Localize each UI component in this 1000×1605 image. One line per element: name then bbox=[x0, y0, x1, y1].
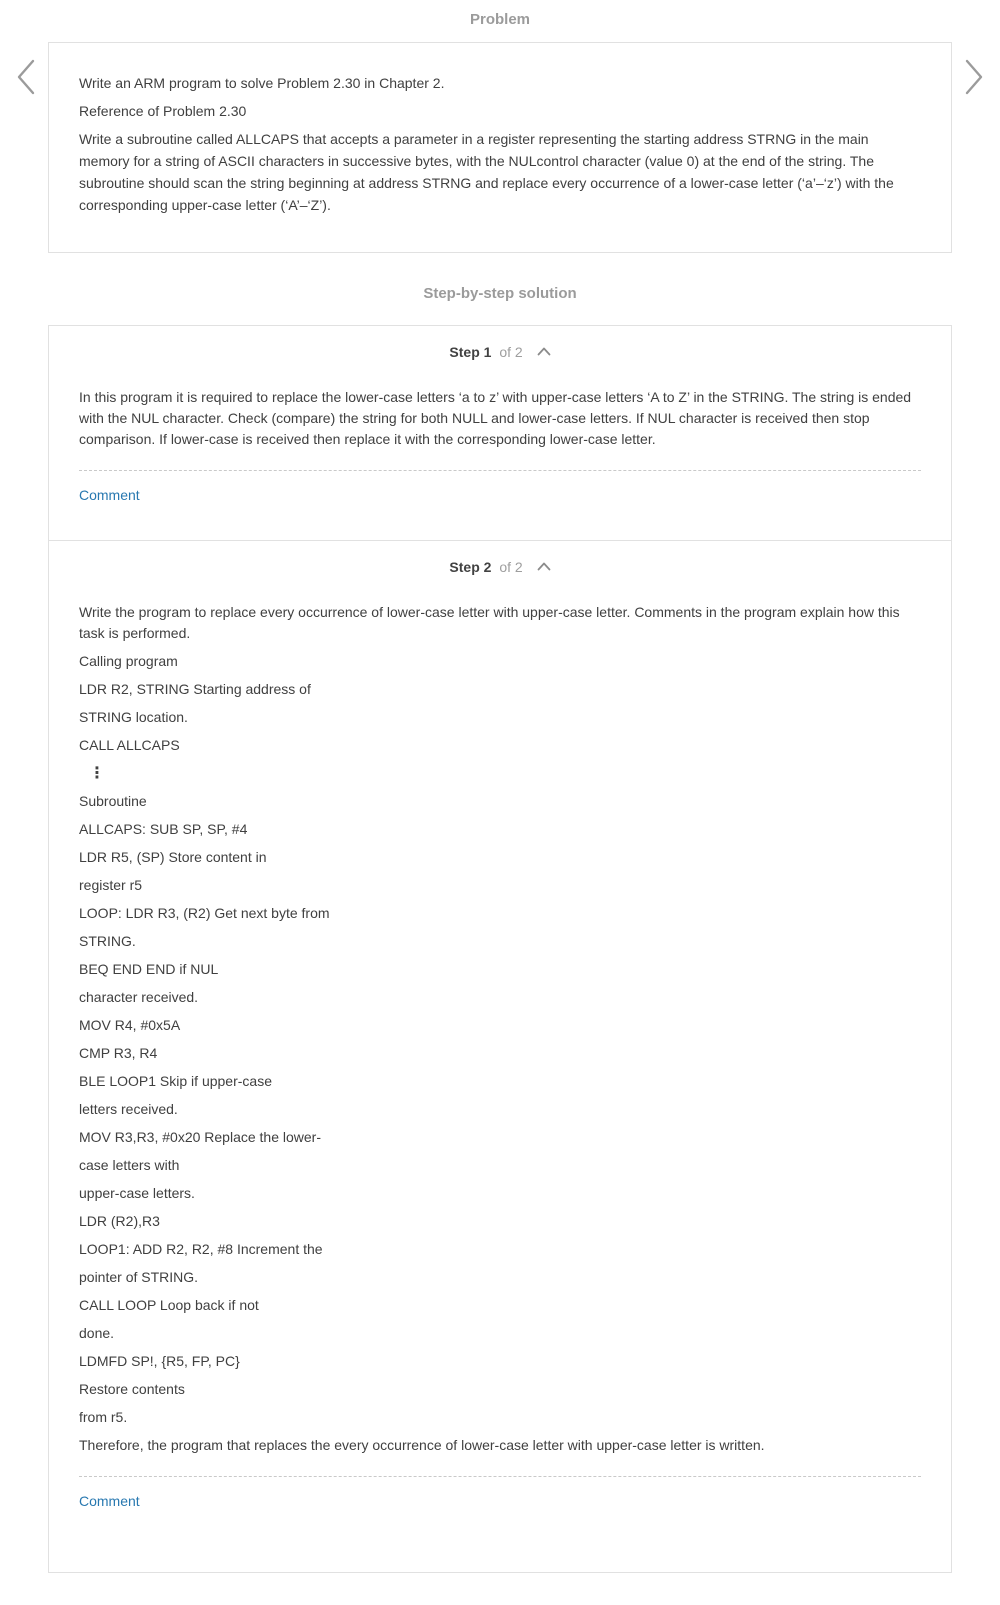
problem-title: Problem bbox=[469, 11, 530, 28]
previous-problem-button[interactable] bbox=[14, 58, 38, 96]
solution-paragraph: LDR R2, STRING Starting address of bbox=[79, 681, 311, 697]
step-section bbox=[49, 540, 951, 1572]
step-of-label: of 2 bbox=[499, 559, 523, 575]
solution-title: Step-by-step solution bbox=[423, 285, 577, 302]
problem-text bbox=[79, 72, 921, 216]
solution-paragraph: from r5. bbox=[79, 1409, 128, 1425]
solution-paragraph: ALLCAPS: SUB SP, SP, #4 bbox=[79, 821, 248, 837]
step-label: Step 2 bbox=[449, 559, 492, 575]
collapse-step-button[interactable] bbox=[537, 559, 551, 574]
solution-paragraph: LDMFD SP!, {R5, FP, PC} bbox=[79, 1353, 240, 1369]
problem-paragraph: Write a subroutine called ALLCAPS that accepts a parameter in a register representing the starting address STRNG in the main memory for a string of ASCII characters in successive bytes, with the NULcontrol character (value 0) at the end of the string. The subroutine should scan the string beginning at address STRNG and replace every occurrence of a lower-case letter (‘a’–‘z’) with the corresponding upper-case letter (‘A’–‘Z’). bbox=[79, 131, 894, 213]
steps-card bbox=[48, 325, 952, 1573]
step-header bbox=[79, 342, 921, 363]
collapse-step-button[interactable] bbox=[537, 344, 551, 359]
chevron-right-icon bbox=[962, 84, 986, 99]
solution-paragraph: upper-case letters. bbox=[79, 1185, 195, 1201]
solution-paragraph: Calling program bbox=[79, 653, 178, 669]
step-section bbox=[49, 326, 951, 540]
solution-paragraph: register r5 bbox=[79, 877, 143, 893]
solution-paragraph: In this program it is required to replace the lower-case letters ‘a to z’ with upper-case letters ‘A to Z’ in the STRING. The string is ended with the NUL character. Check (compare) the string for both NULL and lower-case letters. If NUL character is received then stop comparison. If lower-case is received then replace it with the corresponding lower-case letter. bbox=[79, 389, 912, 447]
solution-paragraph: letters received. bbox=[79, 1101, 178, 1117]
solution-paragraph: pointer of STRING. bbox=[79, 1269, 199, 1285]
solution-paragraph: MOV R4, #0x5A bbox=[79, 1017, 181, 1033]
problem-card bbox=[48, 42, 952, 253]
step-label: Step 1 bbox=[449, 344, 492, 360]
step-header bbox=[79, 557, 921, 578]
problem-paragraph: Reference of Problem 2.30 bbox=[79, 103, 247, 119]
solution-paragraph: CALL ALLCAPS bbox=[79, 737, 180, 753]
solution-paragraph: MOV R3,R3, #0x20 Replace the lower- bbox=[79, 1129, 321, 1145]
solution-paragraph: LDR (R2),R3 bbox=[79, 1213, 160, 1229]
comment-link[interactable]: Comment bbox=[79, 487, 140, 503]
solution-paragraph: character received. bbox=[79, 989, 199, 1005]
dashed-divider bbox=[79, 470, 921, 471]
next-problem-button[interactable] bbox=[962, 58, 986, 96]
solution-paragraph: LOOP1: ADD R2, R2, #8 Increment the bbox=[79, 1241, 323, 1257]
chevron-up-icon bbox=[537, 559, 551, 574]
solution-paragraph: BEQ END END if NUL bbox=[79, 961, 219, 977]
solution-paragraph: CMP R3, R4 bbox=[79, 1045, 158, 1061]
step-body bbox=[79, 387, 921, 450]
chevron-left-icon bbox=[14, 84, 38, 99]
dashed-divider bbox=[79, 1476, 921, 1477]
problem-paragraph: Write an ARM program to solve Problem 2.30 in Chapter 2. bbox=[79, 75, 445, 91]
comment-link[interactable]: Comment bbox=[79, 1493, 140, 1509]
solution-paragraph: Subroutine bbox=[79, 793, 147, 809]
solution-paragraph: STRING. bbox=[79, 933, 136, 949]
solution-paragraph: Therefore, the program that replaces the every occurrence of lower-case letter with upper-case letter is written. bbox=[79, 1437, 765, 1453]
solution-paragraph: STRING location. bbox=[79, 709, 188, 725]
chevron-up-icon bbox=[537, 344, 551, 359]
solution-paragraph: LDR R5, (SP) Store content in bbox=[79, 849, 267, 865]
solution-paragraph: Write the program to replace every occurrence of lower-case letter with upper-case letter. Comments in the program explain how this task is performed. bbox=[79, 604, 900, 641]
step-body bbox=[79, 602, 921, 1456]
solution-paragraph: case letters with bbox=[79, 1157, 180, 1173]
solution-paragraph: Restore contents bbox=[79, 1381, 185, 1397]
solution-paragraph: CALL LOOP Loop back if not bbox=[79, 1297, 259, 1313]
step-of-label: of 2 bbox=[499, 344, 523, 360]
solution-paragraph: done. bbox=[79, 1325, 115, 1341]
solution-paragraph: BLE LOOP1 Skip if upper-case bbox=[79, 1073, 272, 1089]
solution-paragraph: ⋮ bbox=[89, 765, 105, 782]
solution-paragraph: LOOP: LDR R3, (R2) Get next byte from bbox=[79, 905, 330, 921]
